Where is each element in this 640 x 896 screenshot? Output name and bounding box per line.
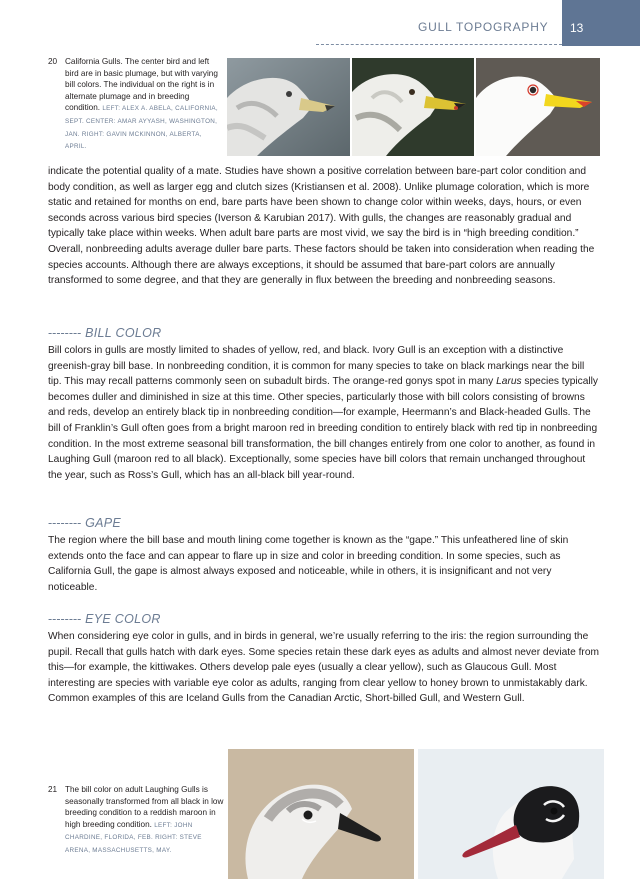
photo-laughing-gull-breeding (418, 749, 604, 879)
bill-color-paragraph: Bill colors in gulls are mostly limited to shades of yellow, red, and black. Ivory Gull is an exception with a distinctive greenish-gray bill base. In nonbreeding condition, it is common for many species to take on black markings near the bill tip. This may recall patterns commonly seen on subadult birds. The orange-red gonys spot in many Larus species typically becomes duller and diminished in size at this time. Other species, particularly those with bill colors consisting of browns and reds, develop an entirely black tip in nonbreeding condition—for example, Heermann’s and Black-headed Gulls. The bill of Franklin’s Gull often goes from a bright maroon red in breeding condition to entirely black with red tip in nonbreeding condition. In the most extreme seasonal bill transformation, the bill changes entirely from one color to another, as found in Laughing Gull (maroon red to all black). Exceptionally, some species have bill colors that remain unchanged throughout the year, such as Ross’s Gull, which has an all-black bill year-round. (48, 345, 599, 481)
figure-20-caption (48, 56, 228, 156)
photo-california-gull-center (352, 58, 474, 156)
figure-21-caption (48, 784, 228, 874)
gull-head-illustration (228, 749, 414, 879)
heading-dashes: -------- (48, 612, 82, 626)
caption-text: The bill color on adult Laughing Gulls is seasonally transformed from all black in low breeding condition to a reddish maroon in high breeding condition. (65, 785, 224, 829)
heading-dashes: -------- (48, 516, 82, 530)
eye-color-paragraph: When considering eye color in gulls, and in birds in general, we’re usually referring to the iris: the region surrounding the pupil. Recall that gulls hatch with dark eyes. Some species retain these dark eyes as adults and almost never deviate from this—for example, the kittiwakes. Others develop pale eyes (usually a clear yellow), such as Glaucous Gull. Most interesting are species with variable eye color as adults, ranging from clear yellow to honey brown to unmistakably dark. Common examples of this are Iceland Gulls from the Canadian Arctic, Short-billed Gull, and Western Gull. (48, 631, 599, 705)
gull-head-illustration (476, 58, 600, 156)
figure-number: 21 (48, 785, 58, 794)
gull-head-illustration (227, 58, 350, 156)
heading-title: GAPE (85, 516, 122, 530)
photo-credit: LEFT: JOHN CHARDINE, FLORIDA, FEB. RIGHT: STEVE ARENA, MASSACHUSETTS, MAY. (65, 821, 202, 854)
gull-head-illustration (352, 58, 474, 156)
intro-paragraph: indicate the potential quality of a mate. Studies have shown a positive correlation between bare-part color condition and body condition, as well as larger egg and clutch sizes (Kristiansen et al. 2008). Unlike plumage coloration, which is more static and retained for months on end, bare parts have been shown to change color within weeks, days, hours, or even seconds across various bird species (Iverson & Karubian 2017). With gulls, the changes are reasonably gradual and typically take place within weeks. When adult bare parts are most vivid, we say the bird is in “high breeding condition.” Overall, nonbreeding adults average duller bare parts. These factors should be taken into consideration when reading the species accounts. Although there are always exceptions, it should be assumed that bare-part colors are annually transformed to some degree, and that they are generally in flux between the breeding and nonbreeding seasons. (48, 166, 595, 287)
photo-california-gull-right (476, 58, 600, 156)
photo-california-gull-left (227, 58, 350, 156)
photo-credit: LEFT: ALEX A. ABELA, CALIFORNIA, SEPT. CENTER: AMAR AYYASH, WASHINGTON, JAN. RIGHT: GAVIN MCKINNON, ALBERTA, APRIL. (65, 105, 218, 151)
gull-head-illustration (418, 749, 604, 879)
section-heading-bill-color (48, 326, 162, 340)
section-heading-gape (48, 516, 121, 530)
caption-text: California Gulls. The center bird and left bird are in basic plumage, but with varying bill colors. The individual on the right is in alternate plumage and in breeding condition. (65, 57, 218, 113)
page-number-tab (562, 0, 640, 46)
photo-laughing-gull-nonbreeding (228, 749, 414, 879)
header-divider (316, 44, 562, 45)
section-heading-eye-color (48, 612, 161, 626)
genus-name: Larus (496, 376, 522, 388)
heading-title: BILL COLOR (85, 326, 162, 340)
running-title: GULL TOPOGRAPHY (418, 20, 549, 34)
figure-number: 20 (48, 57, 58, 66)
heading-dashes: -------- (48, 326, 82, 340)
page-number: 13 (570, 21, 584, 35)
gape-paragraph: The region where the bill base and mouth lining come together is known as the “gape.” This unfeathered line of skin extends onto the face and can appear to flare up in size and color in breeding condition. In some species, such as California Gull, the gape is almost always exposed and noticeable, while in others, it is insignificant and not very noticeable. (48, 535, 569, 593)
heading-title: EYE COLOR (85, 612, 161, 626)
